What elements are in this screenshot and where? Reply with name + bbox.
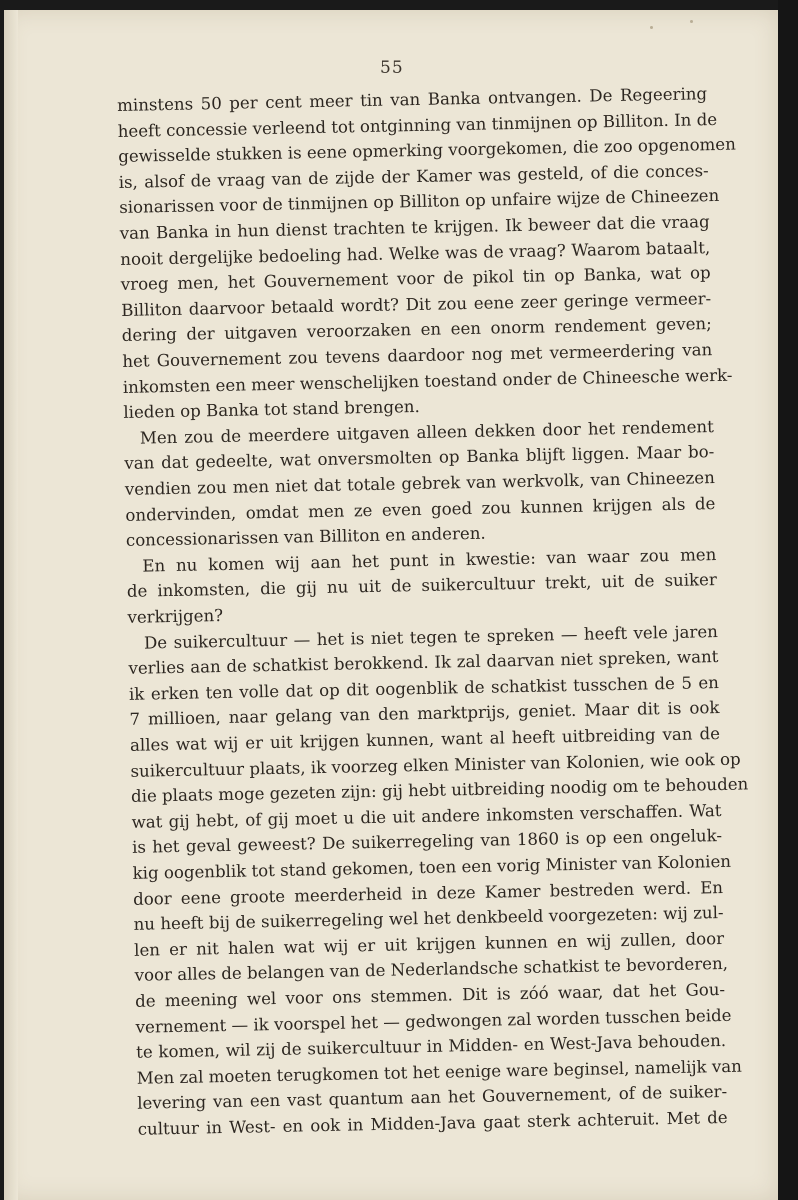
paper-speck <box>690 20 693 23</box>
text-line: len er nit halen wat wij er uit krijgen kunnen en wij zullen, door <box>133 928 725 960</box>
text-line: is het geval geweest? De suikerregeling van 1860 is op een ongeluk- <box>131 826 723 858</box>
text-line: Men zou de meerdere uitgaven alleen dekken door het rendement <box>139 416 714 448</box>
text-line: ondervinden, omdat men ze even goed zou kunnen krijgen als de <box>125 493 716 525</box>
text-line: de inkomsten, die gij nu uit de suikercultuur trekt, uit de suiker <box>126 570 718 602</box>
text-line: kig oogenblik tot stand gekomen, toen een vorig Minister van Kolonien <box>132 851 732 883</box>
text-line: nooit dergelijke bedoeling had. Welke was de vraag? Waarom bataalt, <box>120 237 711 269</box>
text-line: is, alsof de vraag van de zijde der Kamer was gesteld, of die conces- <box>118 160 709 192</box>
text-line: minstens 50 per cent meer tin van Banka ontvangen. De Regeering <box>117 84 708 115</box>
text-line: het Gouvernement zou tevens daardoor nog met vermeerdering van <box>122 340 713 371</box>
text-line: wat gij hebt, of gij moet u die uit andere inkomsten verschaffen. Wat <box>131 800 722 832</box>
text-line: van dat gedeelte, wat onversmolten op Banka blijft liggen. Maar bo- <box>124 442 715 474</box>
text-line: verkrijgen? <box>127 605 224 627</box>
text-line: Men zal moeten terugkomen tot het eenige ware beginsel, namelijk van <box>136 1056 743 1088</box>
text-line: lieden op Banka tot stand brengen. <box>123 397 420 423</box>
text-line: vroeg men, het Gouvernement voor de pikol tin op Banka, wat op <box>120 263 711 295</box>
page-gutter <box>4 10 18 1200</box>
text-line: vernement — ik voorspel het — gedwongen zal worden tusschen beide <box>135 1005 732 1037</box>
text-line: alles wat wij er uit krijgen kunnen, want al heeft uitbreiding van de <box>129 724 721 755</box>
text-line: dering der uitgaven veroorzaken en een onorm rendement geven; <box>121 314 712 346</box>
text-line: van Banka in hun dienst trachten te krijgen. Ik beweer dat die vraag <box>119 212 710 243</box>
text-line: vendien zou men niet dat totale gebrek van werkvolk, van Chineezen <box>124 468 715 499</box>
text-line: voor alles de belangen van de Nederlandsche schatkist te bevorderen, <box>134 954 729 986</box>
paper-speck <box>650 26 653 29</box>
text-line: heeft concessie verleend tot ontginning van tinmijnen op Billiton. In de <box>117 109 718 141</box>
text-line: inkomsten een meer wenschelijken toestand onder de Chineesche werk- <box>122 365 733 397</box>
text-line: door eene groote meerderheid in deze Kamer bestreden werd. En <box>132 877 724 909</box>
text-line: levering van een vast quantum aan het Gouvernement, of de suiker- <box>137 1082 728 1114</box>
text-line: suikercultuur plaats, ik voorzeg elken Minister van Kolonien, wie ook op <box>130 749 741 781</box>
scan-border <box>778 0 798 1200</box>
text-line: concessionarissen van Billiton en anderen. <box>125 523 486 551</box>
text-line: nu heeft bij de suikerregeling wel het denkbeeld voorgezeten: wij zul- <box>133 903 724 935</box>
text-line: En nu komen wij aan het punt in kwestie: van waar zou men <box>142 544 717 576</box>
text-line: die plaats moge gezeten zijn: gij hebt uitbreiding noodig om te behouden <box>130 774 749 807</box>
text-line: sionarissen voor de tinmijnen op Billiton op unfaire wijze de Chineezen <box>119 186 720 218</box>
text-line: Billiton daarvoor betaald wordt? Dit zou eene zeer geringe vermeer- <box>121 288 712 320</box>
page-number: 55 <box>380 58 404 78</box>
text-line: te komen, wil zij de suikercultuur in Midden- en West-Java behouden. <box>136 1031 727 1062</box>
text-line: verlies aan de schatkist berokkend. Ik zal daarvan niet spreken, want <box>128 647 719 679</box>
text-line: 7 millioen, naar gelang van den marktprijs, geniet. Maar dit is ook <box>129 698 720 730</box>
text-line: gewisselde stukken is eene opmerking voorgekomen, die zoo opgenomen <box>118 134 737 167</box>
text-line: cultuur in West- en ook in Midden-Java gaat sterk achteruit. Met de <box>137 1107 728 1139</box>
text-line: de meening wel voor ons stemmen. Dit is zóó waar, dat het Gou- <box>134 979 726 1011</box>
text-line: De suikercultuur — het is niet tegen te spreken — heeft vele jaren <box>143 621 719 653</box>
text-line: ik erken ten volle dat op dit oogenblik de schatkist tusschen de 5 en <box>128 672 720 704</box>
